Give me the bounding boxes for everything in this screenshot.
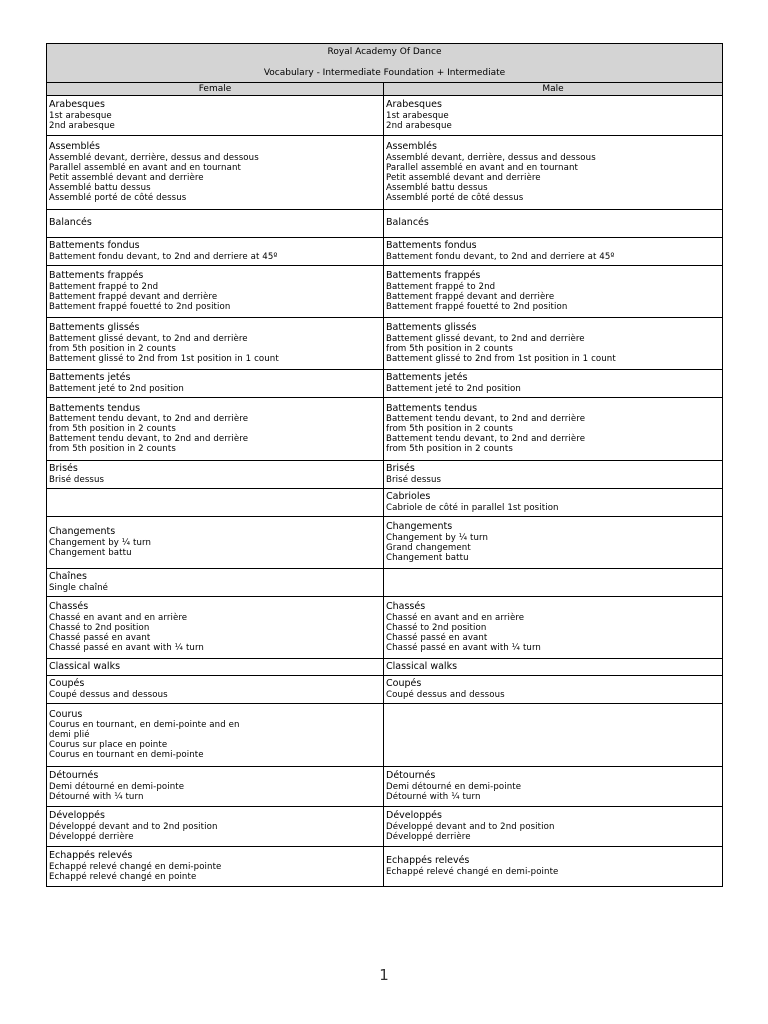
step-heading: Battements glissés [49,322,140,334]
step-heading: Battements tendus [49,402,141,414]
step-variation: Assemblé devant, derrière, dessus and dessous [49,152,259,163]
step-variation: from 5th position in 2 counts [49,444,176,455]
step-heading: Cabrioles [386,491,431,503]
step-variation: Changement by ¼ turn [386,532,489,543]
table-row [47,489,723,517]
male-cell [384,136,723,210]
step-variation: Chassé passé en avant with ¼ turn [49,642,204,653]
step-variation: from 5th position in 2 counts [386,444,513,455]
table-row [47,398,723,461]
table-row [47,318,723,370]
step-variation: Battement glissé devant, to 2nd and derrière [49,333,248,344]
table-row [47,461,723,489]
step-variation: Battement jeté to 2nd position [49,383,184,394]
table-row [47,597,723,659]
step-variation: Battement frappé devant and derrière [386,291,555,302]
female-cell [47,398,384,461]
male-cell [384,659,723,676]
female-cell [47,461,384,489]
page-number: 1 [379,966,389,984]
step-variation: 1st arabesque [49,110,112,121]
step-heading: Echappés relevés [49,850,133,862]
female-cell [47,659,384,676]
step-variation: from 5th position in 2 counts [386,343,513,354]
female-cell [47,569,384,597]
step-variation: Cabriole de côté in parallel 1st position [386,502,559,513]
step-heading: Chassés [386,601,426,613]
step-heading: Echappés relevés [386,855,470,867]
step-heading: Brisés [49,463,78,475]
step-heading: Balancés [49,217,92,229]
step-heading: Battements tendus [386,402,478,414]
step-variation: Développé derrière [49,831,134,842]
step-heading: Coupés [386,678,422,690]
step-variation: Demi détourné en demi-pointe [49,781,185,792]
male-cell [384,676,723,704]
step-variation: Courus en tournant en demi-pointe [49,750,204,761]
step-variation: 2nd arabesque [386,120,452,131]
table-title-cell [47,44,723,83]
female-cell [47,318,384,370]
female-cell [47,704,384,767]
step-variation: Petit assemblé devant and derrière [49,172,204,183]
step-variation: Battement tendu devant, to 2nd and derrière [386,434,586,445]
table-row [47,96,723,136]
step-heading: Détournés [386,770,436,782]
step-variation: Chassé en avant and en arrière [49,612,188,623]
male-cell [384,704,723,767]
step-variation: Echappé relevé changé en pointe [49,871,197,882]
female-cell [47,266,384,318]
male-cell [384,767,723,807]
step-variation: Single chaîné [49,582,109,593]
step-variation: Battement frappé to 2nd [49,281,159,292]
step-variation: Chassé en avant and en arrière [386,612,525,623]
table-row [47,704,723,767]
male-cell [384,266,723,318]
step-heading: Battements fondus [49,240,140,252]
step-variation: Développé devant and to 2nd position [386,821,555,832]
step-heading: Assemblés [49,141,100,153]
step-heading: Balancés [386,217,429,229]
female-cell [47,489,384,517]
step-variation: Battement frappé to 2nd [386,281,496,292]
step-variation: 1st arabesque [386,110,449,121]
table-row [47,659,723,676]
table-subtitle: Vocabulary - Intermediate Foundation + Intermediate [263,68,506,78]
table-row [47,370,723,398]
step-variation: Détourné with ¼ turn [386,791,481,802]
step-variation: from 5th position in 2 counts [49,343,176,354]
male-cell [384,210,723,238]
step-heading: Détournés [49,770,99,782]
step-variation: Chassé to 2nd position [386,622,487,633]
step-heading: Développés [386,810,442,822]
step-heading: Arabesques [49,99,105,111]
step-variation: from 5th position in 2 counts [386,424,513,435]
step-variation: Courus sur place en pointe [49,740,168,751]
male-cell [384,96,723,136]
table-row [47,517,723,569]
step-variation: Parallel assemblé en avant and en tournant [386,162,578,173]
step-heading: Battements fondus [386,240,477,252]
step-heading: Classical walks [386,660,458,672]
step-heading: Battements jetés [386,372,468,384]
step-variation: from 5th position in 2 counts [49,424,176,435]
table-row [47,210,723,238]
male-cell [384,398,723,461]
step-heading: Développés [49,810,105,822]
table-row [47,807,723,847]
step-variation: Changement battu [49,547,132,558]
column-header-female: Female [47,83,384,96]
female-cell [47,370,384,398]
column-header-row [47,83,723,96]
step-variation: Demi détourné en demi-pointe [386,781,522,792]
step-variation: Assemblé porté de côté dessus [386,192,524,203]
male-cell [384,807,723,847]
column-header-male: Male [384,83,723,96]
male-cell [384,370,723,398]
step-variation: Battement glissé to 2nd from 1st position in 1 count [49,353,279,364]
male-cell [384,847,723,887]
step-variation: Chassé passé en avant [386,632,488,643]
step-variation: Chassé to 2nd position [49,622,150,633]
male-cell [384,569,723,597]
female-cell [47,238,384,266]
table-row [47,676,723,704]
vocabulary-table-body [47,44,723,887]
step-variation: Chassé passé en avant [49,632,151,643]
step-heading: Assemblés [386,141,437,153]
female-cell [47,597,384,659]
step-heading: Battements frappés [49,270,144,282]
step-variation: Battement tendu devant, to 2nd and derrière [49,434,249,445]
female-cell [47,136,384,210]
female-cell [47,210,384,238]
table-title-row [47,44,723,83]
table-title: Royal Academy Of Dance [327,47,442,57]
table-row [47,238,723,266]
step-heading: Battements glissés [386,322,477,334]
step-heading: Classical walks [49,660,121,672]
step-variation: Echappé relevé changé en demi-pointe [386,866,559,877]
step-variation: Battement glissé devant, to 2nd and derrière [386,333,585,344]
female-cell [47,807,384,847]
step-variation: Assemblé battu dessus [49,182,151,193]
male-cell [384,318,723,370]
step-heading: Battements frappés [386,270,481,282]
step-heading: Changements [49,526,116,538]
table-row [47,847,723,887]
vocabulary-table [46,43,723,887]
female-cell [47,676,384,704]
step-variation: Changement battu [386,552,469,563]
step-heading: Brisés [386,463,415,475]
step-variation: Grand changement [386,542,471,553]
step-variation: Chassé passé en avant with ¼ turn [386,642,541,653]
male-cell [384,461,723,489]
step-variation: Développé derrière [386,831,471,842]
step-variation: Battement tendu devant, to 2nd and derrière [386,414,586,425]
step-heading: Chaînes [49,571,87,583]
male-cell [384,517,723,569]
step-variation: demi plié [49,730,90,741]
step-heading: Courus [49,708,83,720]
table-row [47,266,723,318]
step-variation: Echappé relevé changé en demi-pointe [49,861,222,872]
step-variation: Brisé dessus [49,474,105,485]
female-cell [47,847,384,887]
female-cell [47,517,384,569]
step-heading: Coupés [49,678,85,690]
step-variation: Coupé dessus and dessous [49,689,168,700]
step-variation: 2nd arabesque [49,120,115,131]
step-heading: Changements [386,521,453,533]
step-variation: Battement frappé devant and derrière [49,291,218,302]
female-cell [47,767,384,807]
male-cell [384,489,723,517]
step-variation: Battement fondu devant, to 2nd and derriere at 45º [49,251,278,262]
step-variation: Assemblé devant, derrière, dessus and dessous [386,152,596,163]
table-row [47,767,723,807]
step-variation: Battement jeté to 2nd position [386,383,521,394]
step-variation: Battement frappé fouetté to 2nd position [386,301,568,312]
table-row [47,136,723,210]
step-variation: Assemblé battu dessus [386,182,488,193]
step-variation: Détourné with ¼ turn [49,791,144,802]
step-variation: Battement frappé fouetté to 2nd position [49,301,231,312]
step-heading: Arabesques [386,99,442,111]
step-variation: Battement glissé to 2nd from 1st position in 1 count [386,353,616,364]
male-cell [384,238,723,266]
step-variation: Battement fondu devant, to 2nd and derriere at 45º [386,251,615,262]
step-variation: Développé devant and to 2nd position [49,821,218,832]
step-variation: Petit assemblé devant and derrière [386,172,541,183]
male-cell [384,597,723,659]
step-variation: Battement tendu devant, to 2nd and derrière [49,414,249,425]
step-variation: Parallel assemblé en avant and en tournant [49,162,241,173]
table-row [47,569,723,597]
step-heading: Battements jetés [49,372,131,384]
female-cell [47,96,384,136]
step-variation: Coupé dessus and dessous [386,689,505,700]
step-heading: Chassés [49,601,89,613]
step-variation: Assemblé porté de côté dessus [49,192,187,203]
step-variation: Changement by ¼ turn [49,537,152,548]
step-variation: Courus en tournant, en demi-pointe and en [49,720,240,731]
step-variation: Brisé dessus [386,474,442,485]
